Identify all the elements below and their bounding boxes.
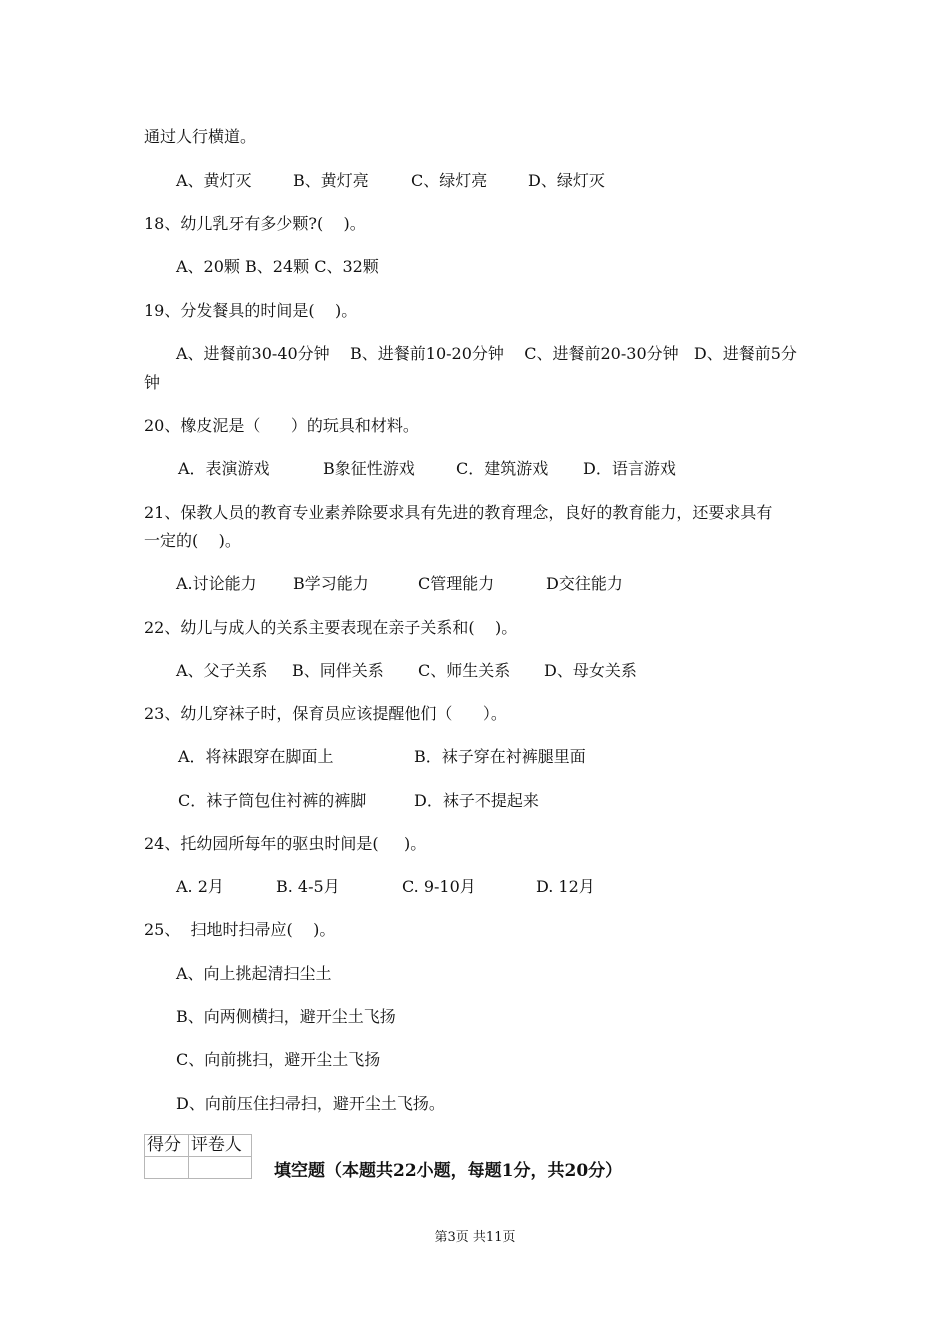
- question-23: 23、幼儿穿袜子时，保育员应该提醒他们（ ）。: [144, 704, 507, 723]
- grader-cell: [188, 1157, 251, 1179]
- question-25-option-b: B、向两侧横扫，避开尘土飞扬: [176, 1007, 396, 1026]
- option-b: B. 4-5月: [276, 877, 340, 896]
- question-21-wrap: 一定的( )。: [144, 531, 241, 550]
- option-c: C管理能力: [418, 574, 495, 593]
- option-c: C. 9-10月: [402, 877, 476, 896]
- question-23-options-row1: [178, 747, 586, 767]
- option-b: B、同伴关系: [292, 661, 384, 680]
- option-a: A．将袜跟穿在脚面上: [178, 747, 334, 766]
- question-25: 25、 扫地时扫帚应( )。: [144, 920, 336, 939]
- question-19: 19、分发餐具的时间是( )。: [144, 301, 358, 320]
- option-d: D. 12月: [536, 877, 595, 896]
- option-d: D．袜子不提起来: [414, 791, 539, 810]
- option-c: C、师生关系: [418, 661, 511, 680]
- question-17-continuation: 通过人行横道。: [144, 127, 257, 146]
- question-19-options-wrap: 钟: [144, 373, 161, 392]
- option-a: A.讨论能力: [176, 574, 257, 593]
- question-22-options: [176, 661, 637, 681]
- page-footer: 第3页 共11页: [434, 1230, 516, 1245]
- option-b: B象征性游戏: [323, 459, 415, 478]
- question-20: 20、橡皮泥是（ ）的玩具和材料。: [144, 416, 419, 435]
- question-24: 24、托幼园所每年的驱虫时间是( )。: [144, 834, 427, 853]
- question-25-option-a: A、向上挑起清扫尘土: [176, 964, 332, 983]
- question-23-options-row2: [178, 791, 539, 811]
- question-24-options: [176, 877, 595, 897]
- question-20-options: [178, 459, 676, 479]
- score-header: 得分: [145, 1135, 189, 1157]
- option-a: A．表演游戏: [178, 459, 270, 478]
- section-title: 填空题（本题共22小题，每题1分，共20分）: [274, 1161, 623, 1181]
- question-18: 18、幼儿乳牙有多少颗?( )。: [144, 214, 366, 233]
- question-21: 21、保教人员的教育专业素养除要求具有先进的教育理念，良好的教育能力，还要求具有: [144, 503, 773, 522]
- option-b: B学习能力: [293, 574, 369, 593]
- question-18-options: A、20颗 B、24颗 C、32颗: [176, 257, 379, 276]
- score-cell: [145, 1157, 189, 1179]
- score-table: [144, 1134, 252, 1179]
- option-a: A、黄灯灭: [176, 171, 252, 190]
- option-d: D．语言游戏: [583, 459, 676, 478]
- grader-header: 评卷人: [188, 1135, 251, 1157]
- option-d: D交往能力: [546, 574, 623, 593]
- question-25-option-c: C、向前挑扫，避开尘土飞扬: [176, 1050, 381, 1069]
- question-19-options: A、进餐前30-40分钟 B、进餐前10-20分钟 C、进餐前20-30分钟 D、进餐前5分: [176, 344, 797, 363]
- question-25-option-d: D、向前压住扫帚扫，避开尘土飞扬。: [176, 1094, 445, 1113]
- question-17-options: [176, 171, 605, 191]
- option-a: A. 2月: [176, 877, 224, 896]
- option-b: B．袜子穿在衬裤腿里面: [414, 747, 586, 766]
- option-c: C．建筑游戏: [456, 459, 549, 478]
- option-d: D、母女关系: [544, 661, 637, 680]
- option-d: D、绿灯灭: [528, 171, 605, 190]
- question-22: 22、幼儿与成人的关系主要表现在亲子关系和( )。: [144, 618, 518, 637]
- option-c: C．袜子筒包住衬裤的裤脚: [178, 791, 367, 810]
- question-21-options: [176, 574, 623, 594]
- option-b: B、黄灯亮: [293, 171, 369, 190]
- option-c: C、绿灯亮: [411, 171, 488, 190]
- option-a: A、父子关系: [176, 661, 268, 680]
